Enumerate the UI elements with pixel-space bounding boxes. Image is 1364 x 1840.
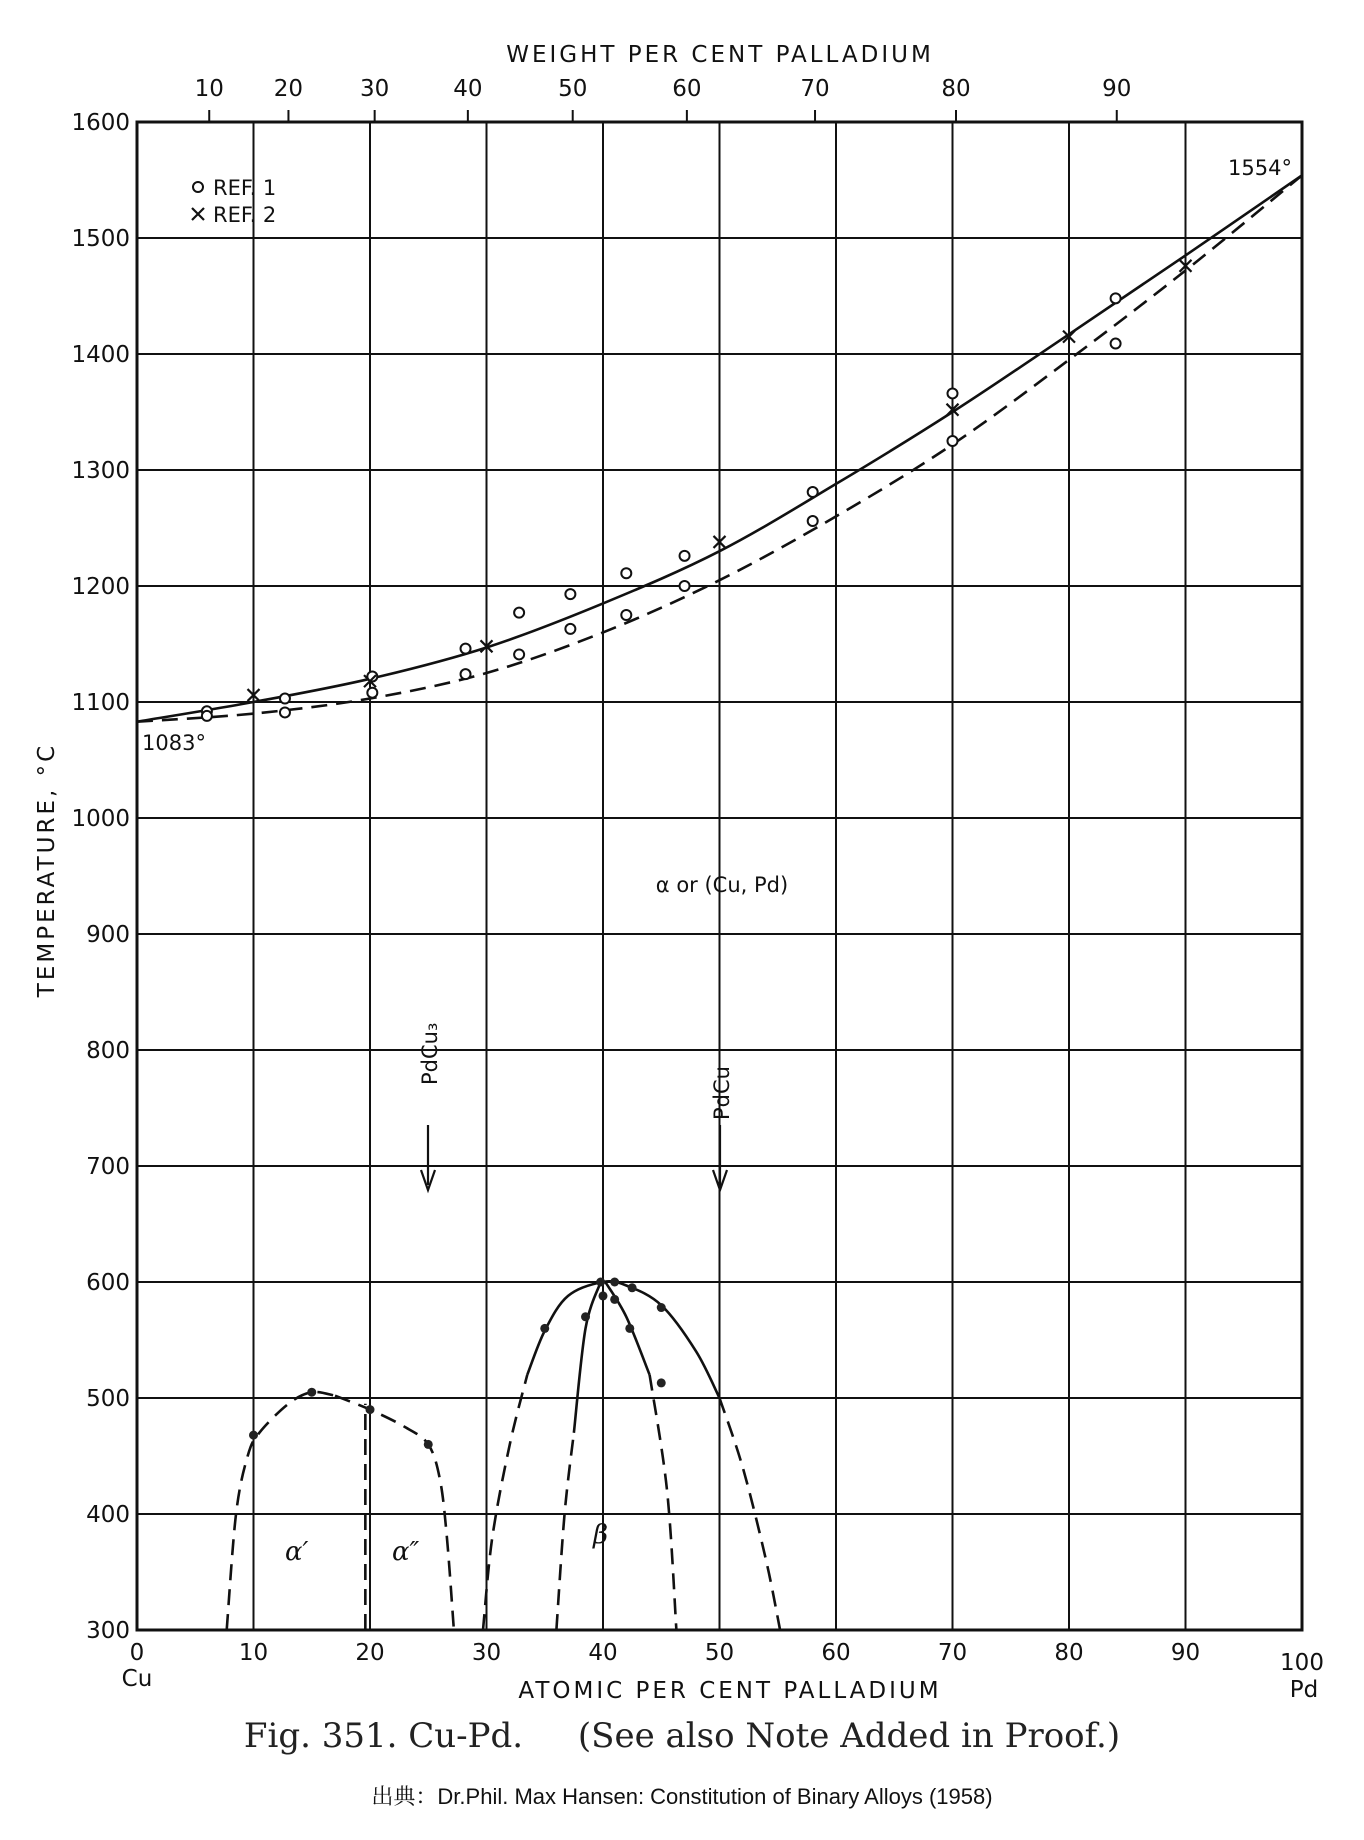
pdcu3-marker xyxy=(418,1023,442,1190)
ref1-point xyxy=(948,436,958,446)
y-tick-label: 800 xyxy=(86,1038,130,1064)
alpha-double-prime-label: α″ xyxy=(392,1537,420,1567)
caption-figure: Fig. 351. Cu-Pd. xyxy=(243,1716,524,1756)
series-line xyxy=(556,1433,573,1630)
legend xyxy=(192,176,276,227)
x-tick-label: 30 xyxy=(471,1640,502,1666)
y-tick-label: 1000 xyxy=(71,806,130,832)
ref1-point xyxy=(680,581,690,591)
figure-caption xyxy=(0,1716,1364,1756)
y-tick-label: 700 xyxy=(86,1154,130,1180)
source-credit: 出典：Dr.Phil. Max Hansen: Constitution of Binary Alloys (1958) xyxy=(371,1784,993,1809)
ordering-point xyxy=(610,1295,619,1304)
x-axis-title: ATOMIC PER CENT PALLADIUM xyxy=(518,1678,942,1704)
ref1-point xyxy=(367,688,377,698)
ref1-point xyxy=(514,649,524,659)
y-tick-label: 1600 xyxy=(71,110,130,136)
legend-cross-marker xyxy=(192,208,204,220)
series-line xyxy=(650,1375,677,1630)
x-tick-label: 60 xyxy=(821,1640,851,1666)
ordering-point xyxy=(307,1388,316,1397)
ref1-point xyxy=(514,608,524,618)
x-tick-label: 80 xyxy=(1054,1640,1084,1666)
series-line xyxy=(527,1281,719,1398)
ref1-point xyxy=(808,487,818,497)
top-axis-tick-label: 30 xyxy=(360,76,390,102)
ref1-point xyxy=(1111,339,1121,349)
y-tick-label: 400 xyxy=(86,1502,130,1528)
ref1-point xyxy=(565,589,575,599)
x-tick-label: 100 xyxy=(1280,1650,1324,1676)
ordering-point xyxy=(657,1378,666,1387)
x-tick-label: 40 xyxy=(588,1640,618,1666)
ordering-point xyxy=(581,1312,590,1321)
y-tick-label: 600 xyxy=(86,1270,130,1296)
y-tick-label: 1400 xyxy=(71,342,130,368)
series-line xyxy=(335,1396,454,1630)
ordering-point xyxy=(366,1405,375,1414)
legend-ref2-label: REF. 2 xyxy=(213,203,277,227)
ordering-point xyxy=(540,1324,549,1333)
data-markers xyxy=(202,260,1192,1449)
x-end-label-cu: Cu xyxy=(121,1666,153,1692)
x-tick-label: 70 xyxy=(937,1640,968,1666)
ref1-point xyxy=(565,624,575,634)
series-line xyxy=(483,1375,527,1630)
pdcu-marker xyxy=(710,1066,734,1190)
ref1-point xyxy=(621,610,631,620)
ref1-point xyxy=(280,694,290,704)
ref1-point xyxy=(621,568,631,578)
top-axis-tick-label: 60 xyxy=(672,76,702,102)
top-axis-tick-label: 10 xyxy=(194,76,224,102)
top-axis-tick-label: 70 xyxy=(800,76,830,102)
ordering-point xyxy=(610,1278,619,1287)
melting-point-cu: 1083° xyxy=(142,731,206,755)
y-tick-label: 900 xyxy=(86,922,130,948)
legend-ref1-label: REF. 1 xyxy=(213,176,277,200)
ref1-point xyxy=(202,711,212,721)
ordering-point xyxy=(628,1283,637,1292)
x-tick-label: 20 xyxy=(355,1640,385,1666)
ordering-point xyxy=(625,1324,634,1333)
series-line xyxy=(227,1392,335,1630)
y-axis-title: TEMPERATURE, °C xyxy=(34,742,60,998)
ordering-point xyxy=(599,1291,608,1300)
y-tick-label: 1300 xyxy=(71,458,130,484)
ordering-point xyxy=(657,1303,666,1312)
ordering-point xyxy=(596,1278,605,1287)
x-tick-label: 0 xyxy=(129,1640,145,1666)
ordering-point xyxy=(424,1440,433,1449)
y-tick-label: 1100 xyxy=(71,690,130,716)
top-axis-tick-label: 50 xyxy=(558,76,588,102)
caption-note: (See also Note Added in Proof.) xyxy=(577,1716,1121,1756)
y-tick-label: 300 xyxy=(86,1618,130,1644)
top-axis-tick-label: 20 xyxy=(273,76,304,102)
top-axis-title: WEIGHT PER CENT PALLADIUM xyxy=(506,42,934,68)
pdcu-label: PdCu xyxy=(710,1066,734,1120)
ref1-point xyxy=(948,388,958,398)
ref1-point xyxy=(461,644,471,654)
beta-label: β xyxy=(593,1520,609,1550)
ordering-point xyxy=(249,1431,258,1440)
x-end-label-pd: Pd xyxy=(1289,1677,1319,1703)
melting-point-pd: 1554° xyxy=(1228,156,1292,180)
ref1-point xyxy=(680,551,690,561)
pdcu3-label: PdCu₃ xyxy=(418,1022,442,1085)
series-line xyxy=(574,1282,601,1433)
ref1-point xyxy=(1111,293,1121,303)
legend-circle-marker xyxy=(193,182,203,192)
top-axis-tick-label: 90 xyxy=(1102,76,1132,102)
y-tick-label: 500 xyxy=(86,1386,130,1412)
x-tick-label: 90 xyxy=(1170,1640,1201,1666)
ref1-point xyxy=(808,516,818,526)
ref1-point xyxy=(280,707,290,717)
y-tick-label: 1500 xyxy=(71,226,130,252)
region-alpha-label: α or (Cu, Pd) xyxy=(655,873,789,897)
top-axis-tick-label: 40 xyxy=(453,76,483,102)
top-axis-tick-label: 80 xyxy=(941,76,971,102)
alpha-prime-label: α′ xyxy=(285,1537,309,1567)
ref1-point xyxy=(461,669,471,679)
y-tick-label: 1200 xyxy=(71,574,130,600)
x-tick-label: 50 xyxy=(704,1640,735,1666)
x-tick-label: 10 xyxy=(238,1640,269,1666)
